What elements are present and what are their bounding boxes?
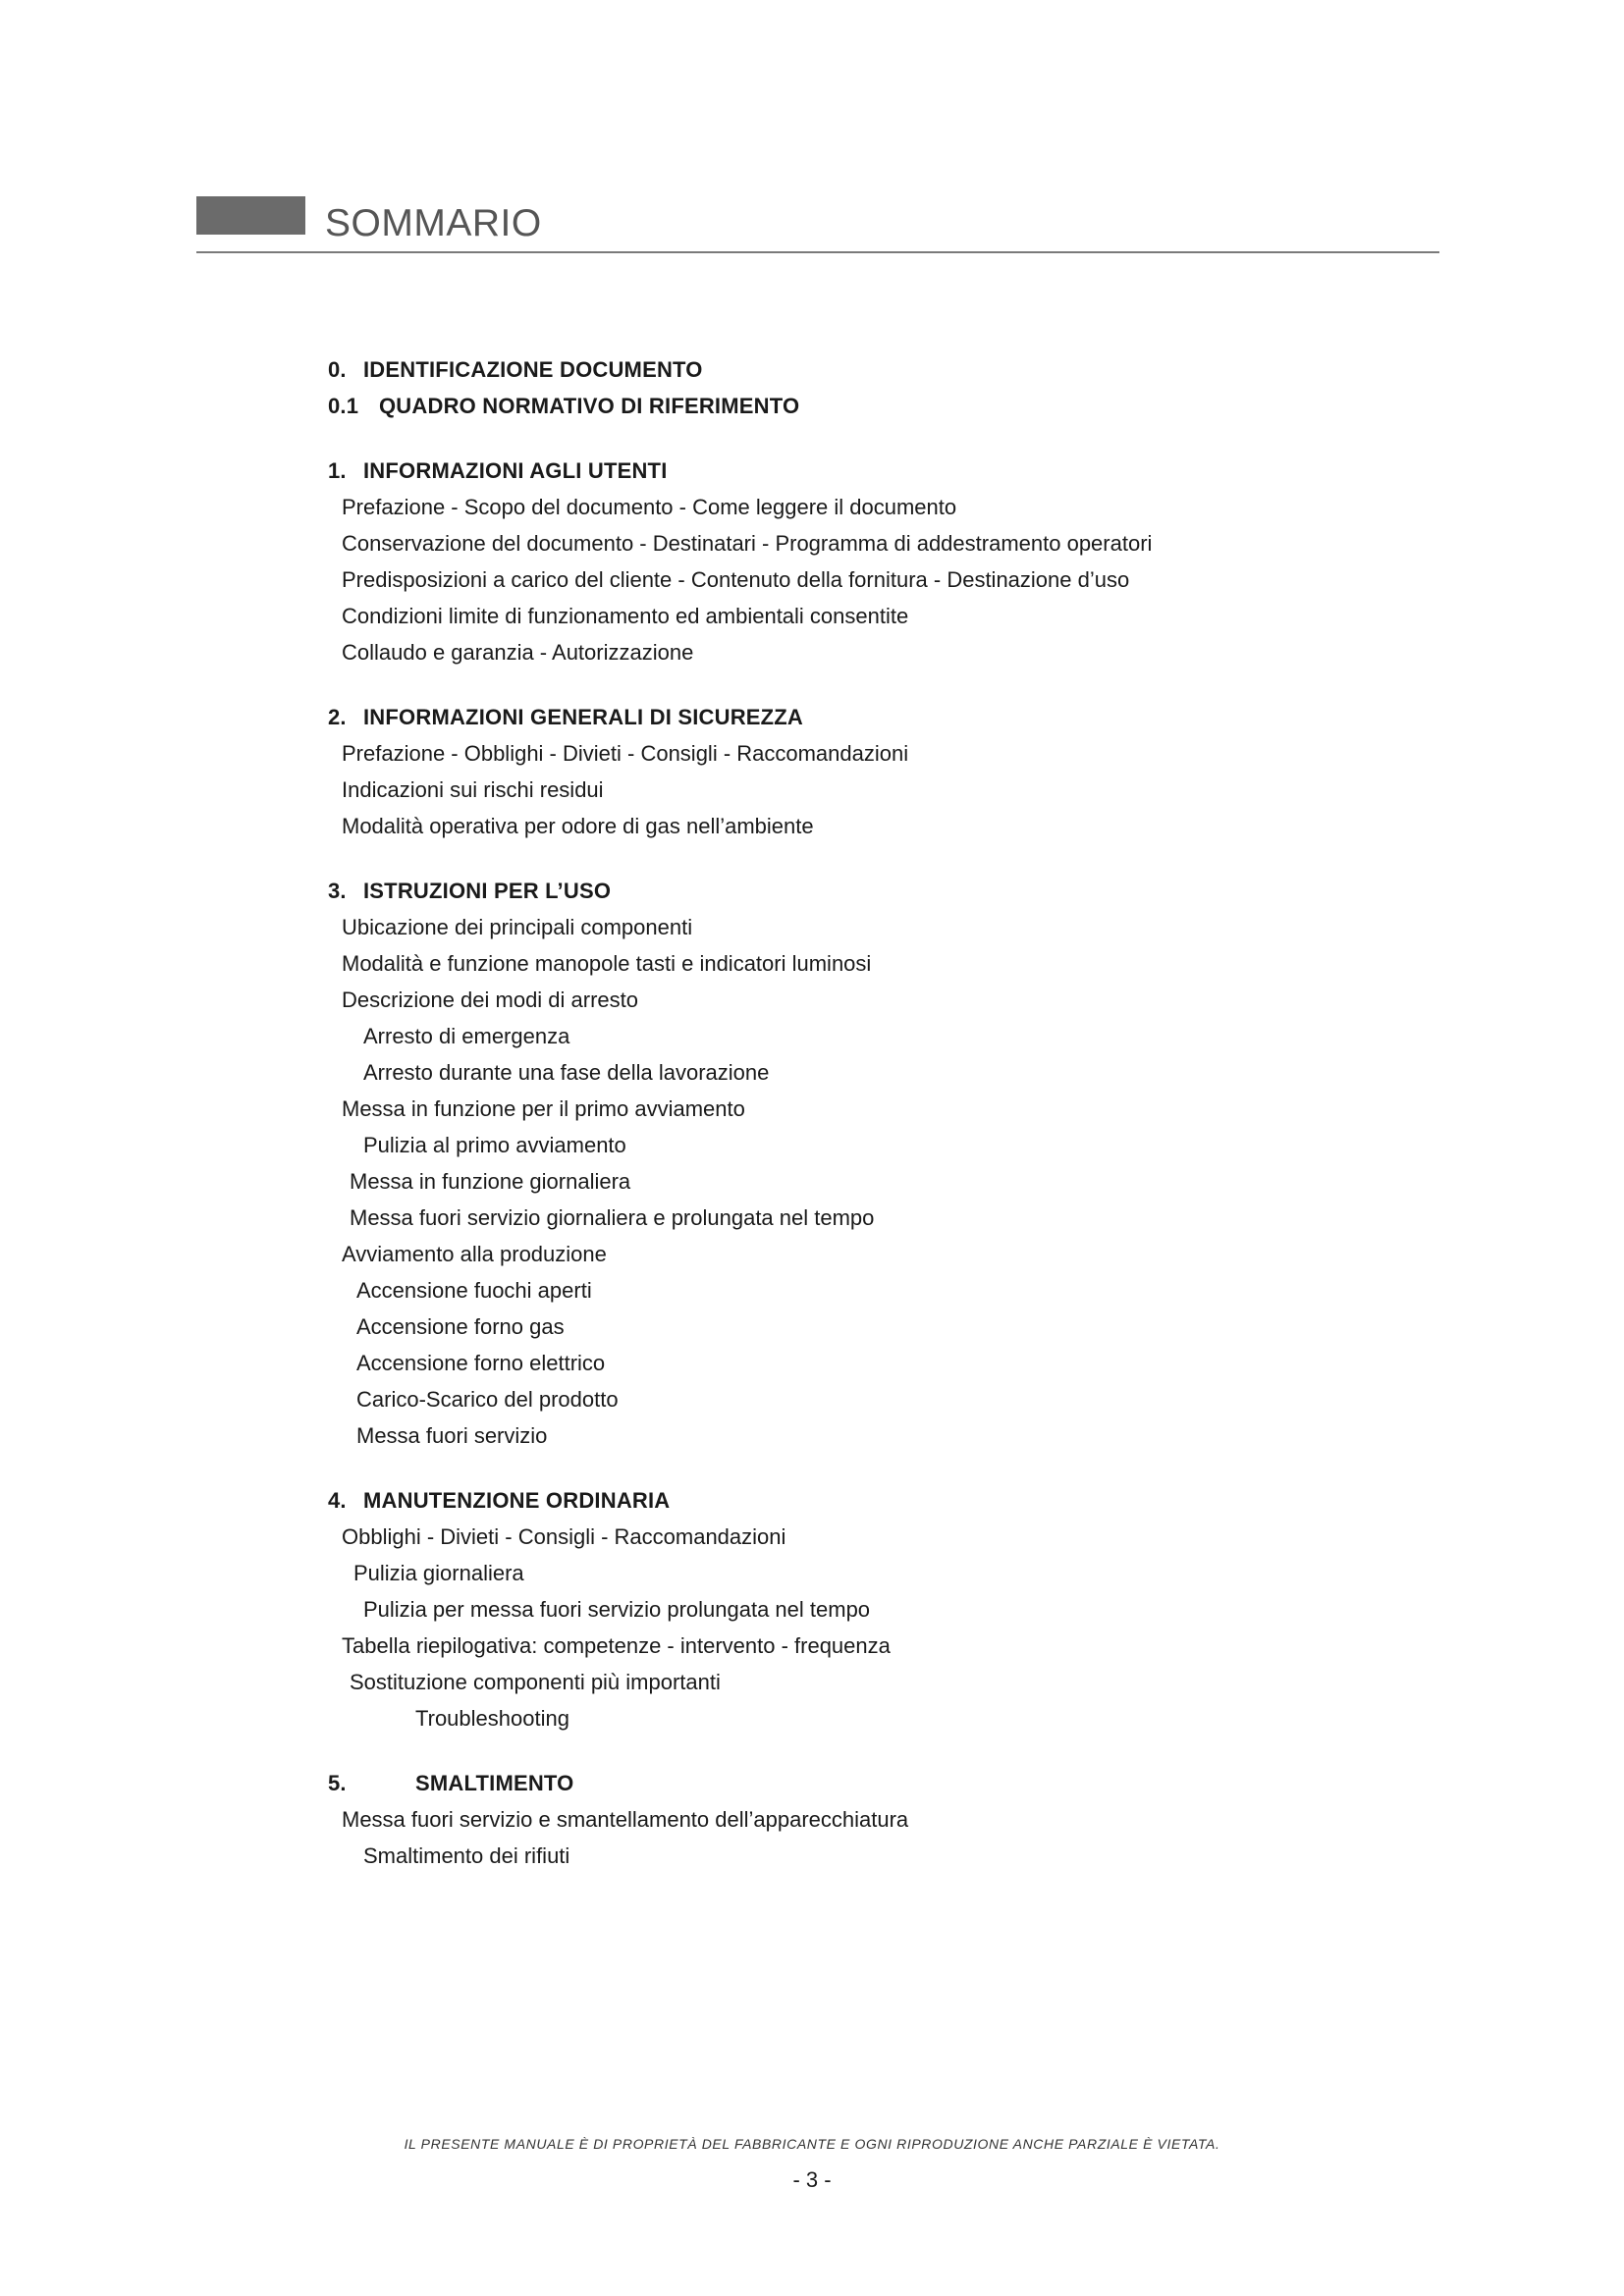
toc-item[interactable]: Pulizia per messa fuori servizio prolungata nel tempo [363, 1597, 871, 1622]
toc-item[interactable]: Obblighi - Divieti - Consigli - Raccomandazioni [342, 1524, 786, 1549]
page-number: - 3 - [792, 2167, 832, 2192]
toc-section-4[interactable] [328, 1482, 1408, 1519]
toc-item[interactable]: Avviamento alla produzione [342, 1242, 607, 1266]
section-number: 1. [328, 458, 347, 483]
toc-item[interactable]: Carico-Scarico del prodotto [356, 1387, 619, 1412]
copyright-notice: IL PRESENTE MANUALE È DI PROPRIETÀ DEL FABBRICANTE E OGNI RIPRODUZIONE ANCHE PARZIALE È VIETATA. [404, 2136, 1220, 2152]
toc-item[interactable]: Modalità e funzione manopole tasti e indicatori luminosi [342, 951, 872, 976]
section-number: 5. [328, 1771, 347, 1795]
toc-item[interactable]: Messa in funzione per il primo avviamento [342, 1096, 745, 1121]
section-title: IDENTIFICAZIONE DOCUMENTO [363, 357, 703, 382]
page-title: SOMMARIO [325, 202, 542, 244]
toc-item[interactable]: Troubleshooting [415, 1706, 569, 1731]
section-number: 0.1 [328, 394, 359, 418]
toc-section-0-1[interactable] [328, 388, 1408, 424]
toc-item[interactable]: Accensione fuochi aperti [356, 1278, 592, 1303]
toc-item[interactable]: Accensione forno elettrico [356, 1351, 606, 1375]
toc-item[interactable]: Accensione forno gas [356, 1314, 565, 1339]
section-number: 3. [328, 879, 347, 903]
toc-item[interactable]: Arresto di emergenza [363, 1024, 570, 1048]
toc-section-0[interactable] [328, 351, 1408, 388]
toc-item[interactable]: Modalità operativa per odore di gas nell’ambiente [342, 814, 814, 838]
toc-item[interactable]: Sostituzione componenti più importanti [350, 1670, 721, 1694]
toc-section-2[interactable] [328, 699, 1408, 735]
toc-item[interactable]: Pulizia giornaliera [353, 1561, 524, 1585]
toc-item[interactable]: Messa fuori servizio e smantellamento dell’apparecchiatura [342, 1807, 909, 1832]
toc-item[interactable]: Prefazione - Scopo del documento - Come leggere il documento [342, 495, 957, 519]
toc-item[interactable]: Predisposizioni a carico del cliente - Contenuto della fornitura - Destinazione d’uso [342, 567, 1130, 592]
toc-item[interactable]: Prefazione - Obblighi - Divieti - Consigli - Raccomandazioni [342, 741, 909, 766]
toc-item[interactable]: Arresto durante una fase della lavorazione [363, 1060, 770, 1085]
section-title: INFORMAZIONI AGLI UTENTI [363, 458, 668, 483]
table-of-contents [328, 351, 1408, 1874]
toc-item[interactable]: Condizioni limite di funzionamento ed ambientali consentite [342, 604, 909, 628]
section-title: QUADRO NORMATIVO DI RIFERIMENTO [379, 394, 800, 418]
toc-item[interactable]: Messa fuori servizio [356, 1423, 548, 1448]
section-title: ISTRUZIONI PER L’USO [363, 879, 612, 903]
header-block [196, 196, 305, 235]
toc-item[interactable]: Messa in funzione giornaliera [350, 1169, 631, 1194]
section-title: INFORMAZIONI GENERALI DI SICUREZZA [363, 705, 804, 729]
section-title: MANUTENZIONE ORDINARIA [363, 1488, 671, 1513]
toc-section-1[interactable] [328, 453, 1408, 489]
toc-item[interactable]: Descrizione dei modi di arresto [342, 988, 639, 1012]
toc-item[interactable]: Collaudo e garanzia - Autorizzazione [342, 640, 694, 665]
toc-item[interactable]: Messa fuori servizio giornaliera e prolungata nel tempo [350, 1205, 875, 1230]
section-title: SMALTIMENTO [415, 1771, 574, 1795]
section-number: 4. [328, 1488, 347, 1513]
toc-section-5[interactable] [328, 1765, 1408, 1801]
section-number: 2. [328, 705, 347, 729]
toc-item[interactable]: Ubicazione dei principali componenti [342, 915, 693, 939]
toc-item[interactable]: Pulizia al primo avviamento [363, 1133, 626, 1157]
toc-item[interactable]: Indicazioni sui rischi residui [342, 777, 604, 802]
section-number: 0. [328, 357, 347, 382]
toc-item[interactable]: Conservazione del documento - Destinatari - Programma di addestramento operatori [342, 531, 1153, 556]
header-rule [196, 251, 1439, 253]
toc-item[interactable]: Smaltimento dei rifiuti [363, 1843, 570, 1868]
toc-item[interactable]: Tabella riepilogativa: competenze - intervento - frequenza [342, 1633, 891, 1658]
toc-section-3[interactable] [328, 873, 1408, 909]
